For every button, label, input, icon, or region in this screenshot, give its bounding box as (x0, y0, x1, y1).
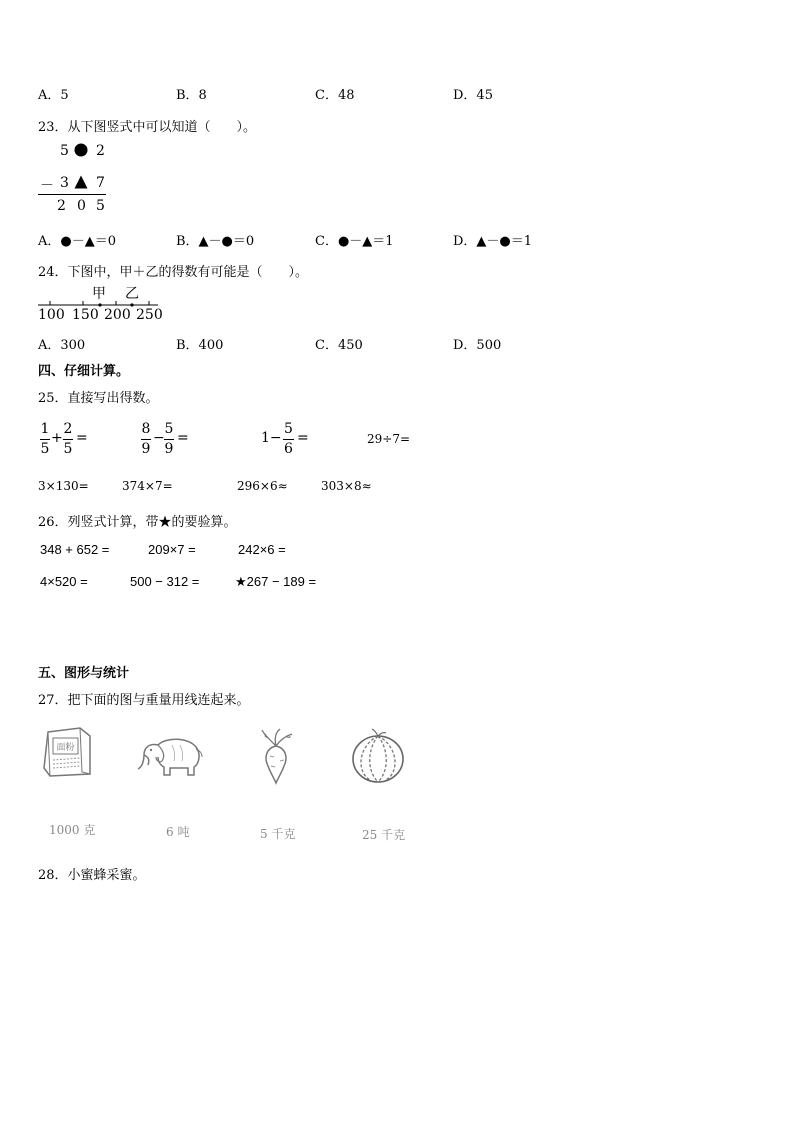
q27-stem: 27．把下面的图与重量用线连起来。 (38, 693, 250, 708)
minus-sign: − (153, 430, 165, 446)
q23-option-a: A．●－▲＝0 (38, 234, 117, 249)
q26-expr: 348 + 652 = (40, 542, 110, 557)
q26-expr: 242×6 = (238, 542, 286, 557)
q24-option-d: D．500 (453, 338, 502, 353)
q24-option-c: C．450 (315, 338, 363, 353)
q26-expr: 4×520 = (40, 574, 88, 589)
fraction-five-ninths: 5 9 (164, 421, 174, 457)
fraction-eight-ninths: 8 9 (141, 421, 151, 457)
flour-bag-label: 面粉 (56, 743, 75, 753)
q23-row2-digit-3: 3 (60, 175, 69, 191)
q25-expr: 303×8≈ (321, 479, 372, 493)
radish-icon (256, 728, 296, 784)
fraction-two-fifths: 2 5 (63, 421, 73, 457)
fraction-one-fifth: 1 5 (40, 421, 50, 457)
number-line-label-jia: 甲 (92, 286, 106, 302)
q22-option-b: B．8 (176, 88, 207, 103)
q26-stem: 26．列竖式计算，带★的要验算。 (38, 515, 237, 530)
equals-sign: = (177, 430, 189, 446)
q23-row2-digit-7: 7 (96, 175, 105, 191)
q25-expr: 296×6≈ (237, 479, 288, 493)
q23-result-digit: 0 (77, 198, 86, 214)
section-four-heading: 四、仔细计算。 (38, 364, 130, 379)
q23-result-digit: 2 (57, 198, 66, 214)
q26-expr: 209×7 = (148, 542, 196, 557)
q22-option-d: D．45 (453, 88, 493, 103)
flour-bag-icon (40, 724, 96, 780)
q24-option-a: A．300 (38, 338, 86, 353)
q23-row1-digit-5: 5 (60, 143, 69, 159)
section-five-heading: 五、图形与统计 (38, 666, 130, 681)
q23-option-d: D．▲－●＝1 (453, 234, 533, 249)
q23-row1-digit-2: 2 (96, 143, 105, 159)
q25-expr: 3×130= (38, 479, 89, 493)
q26-expr: 500 − 312 = (130, 574, 200, 589)
one-minus: 1− (261, 430, 282, 446)
equals-sign: = (297, 430, 309, 446)
q23-option-b: B．▲－●＝0 (176, 234, 255, 249)
q23-minus-sign: － (40, 178, 54, 194)
weight-label: 6 吨 (166, 825, 190, 839)
q23-triangle-icon (74, 175, 88, 189)
q23-result-digit: 5 (96, 198, 105, 214)
number-line-tick: 250 (136, 307, 163, 323)
q22-option-c: C．48 (315, 88, 355, 103)
q28-stem: 28．小蜜蜂采蜜。 (38, 868, 146, 883)
weight-label: 5 千克 (260, 827, 296, 841)
weight-label: 1000 克 (49, 823, 96, 837)
q25-expr-29-div-7: 29÷7= (367, 432, 411, 446)
q24-option-b: B．400 (176, 338, 224, 353)
q25-expr: 374×7= (122, 479, 173, 493)
number-line-tick: 200 (104, 307, 131, 323)
number-line-label-yi: 乙 (125, 286, 139, 302)
q23-circle-icon (74, 143, 88, 157)
plus-sign: + (51, 430, 63, 446)
q23-option-c: C．●－▲＝1 (315, 234, 394, 249)
q26-expr-star: ★267 − 189 = (235, 574, 317, 589)
equals-sign: = (76, 430, 88, 446)
weight-label: 25 千克 (362, 828, 406, 842)
elephant-icon (136, 731, 204, 779)
number-line-tick: 150 (72, 307, 99, 323)
q24-stem: 24．下图中，甲＋乙的得数有可能是（ ）。 (38, 265, 309, 280)
fraction-five-sixths: 5 6 (284, 421, 293, 457)
q23-stem: 23．从下图竖式中可以知道（ ）。 (38, 120, 257, 135)
q22-option-a: A．5 (38, 88, 69, 103)
q25-stem: 25．直接写出得数。 (38, 391, 159, 406)
number-line-tick: 100 (38, 307, 65, 323)
q23-sum-line (38, 194, 106, 195)
watermelon-icon (350, 726, 406, 784)
